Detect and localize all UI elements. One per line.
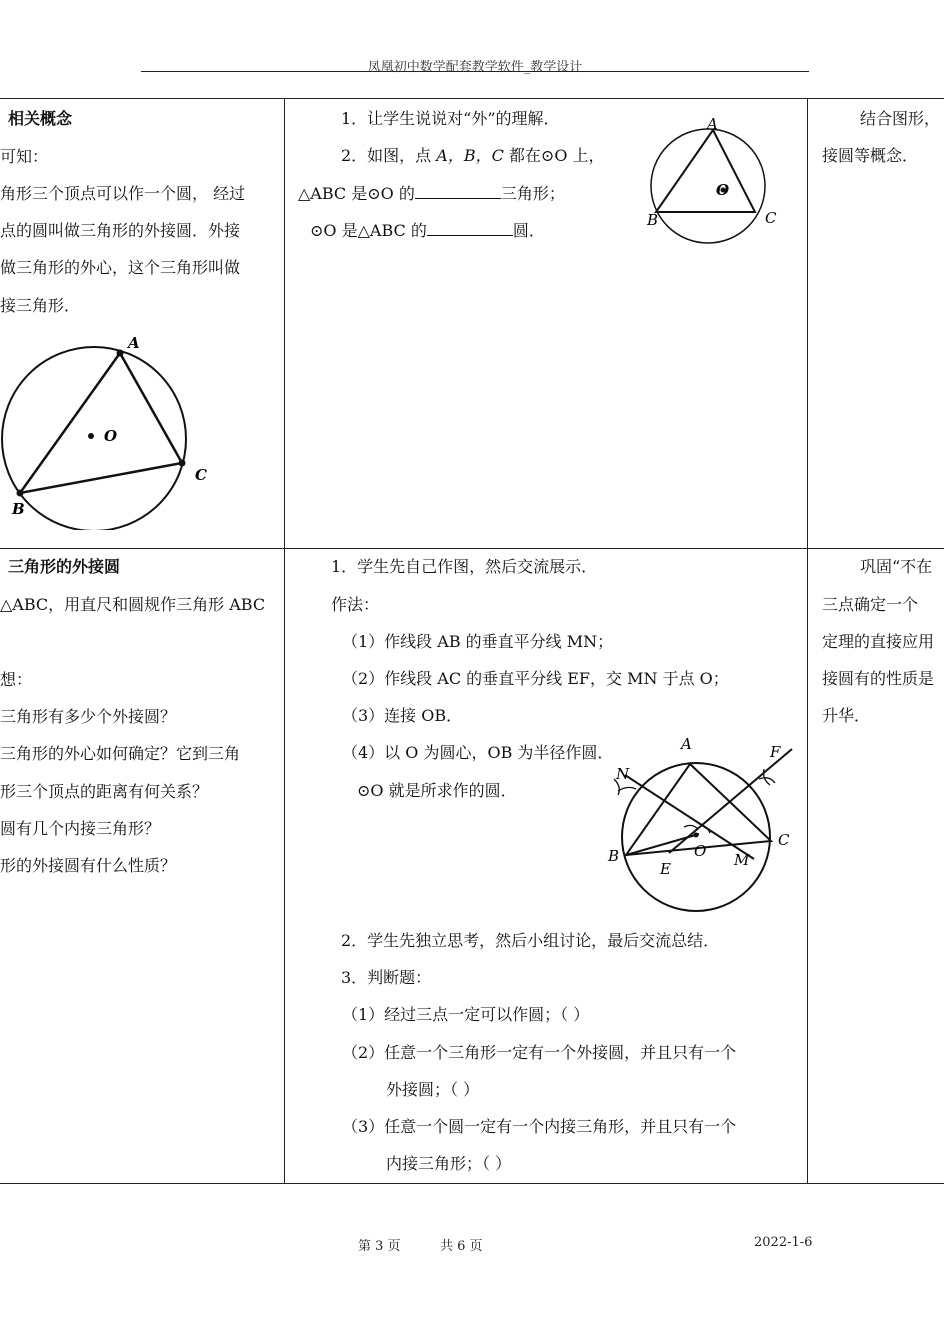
question-2-vars: A，B，C: [436, 146, 504, 165]
label-c: C: [195, 466, 207, 484]
step-4: （4）以 O 为圆心，OB 为半径作圆．: [342, 743, 614, 762]
intent-line-2: 三点确定一个: [822, 595, 919, 614]
task-line-5: 形三个顶点的距离有何关系？: [0, 782, 209, 801]
activity-line-4: 3．判断题：: [341, 968, 432, 987]
intent-line-3: 定理的直接应用: [822, 632, 935, 651]
concept-line-3: 点的圆叫做三角形的外接圆．外接: [0, 221, 241, 240]
step-5: ⊙O 就是所求作的圆．: [357, 781, 517, 800]
footer-total: 共 6 页: [440, 1239, 483, 1254]
judge-3a: （3）任意一个圆一定有一个内接三角形，并且只有一个: [342, 1117, 737, 1136]
goal-line-1: 结合图形，: [860, 109, 941, 128]
intent-line-4: 接圆有的性质是: [822, 669, 935, 688]
question-3-prefix: △ABC 是⊙O 的: [298, 184, 415, 203]
footer-date: 2022-1-6: [754, 1235, 813, 1250]
concept-line-5: 接三角形．: [0, 296, 81, 315]
label-b: B: [12, 500, 25, 518]
label-n: N: [616, 765, 630, 783]
task-line-3: 三角形有多少个外接圆？: [0, 707, 177, 726]
task-line-1: △ABC，用直尺和圆规作三角形 ABC: [0, 595, 266, 614]
label-b-2: B: [647, 211, 659, 229]
question-1: 1．让学生说说对“外”的理解．: [341, 109, 560, 128]
label-c-3: C: [778, 831, 790, 849]
construction-figure: [604, 735, 804, 915]
question-2-suffix: 都在⊙O 上，: [503, 146, 605, 165]
activity-line-3: 2．学生先独立思考，然后小组讨论，最后交流总结．: [341, 931, 720, 950]
circumcircle-figure-2: [640, 112, 790, 252]
question-4: [310, 221, 545, 241]
judge-2b: 外接圆；（ ）: [386, 1080, 480, 1099]
label-a: A: [128, 334, 140, 352]
label-o: O: [104, 427, 118, 445]
answer-blank-2[interactable]: [427, 221, 513, 236]
concept-line-2: 角形三个顶点可以作一个圆， 经过: [0, 184, 246, 203]
page-header: 凤凰初中数学配套教学软件_教学设计: [367, 60, 583, 75]
question-4-suffix: 圆．: [512, 221, 545, 240]
label-f: F: [770, 743, 781, 761]
activity-line-2: 作法：: [331, 595, 380, 614]
circumcircle-figure-1: [0, 330, 240, 530]
question-2-prefix: 2．如图，点: [341, 146, 437, 165]
judge-2a: （2）任意一个三角形一定有一个外接圆，并且只有一个: [342, 1043, 737, 1062]
table-bottom-border: [0, 1183, 944, 1184]
label-b-3: B: [608, 847, 620, 865]
question-4-prefix: ⊙O 是△ABC 的: [310, 221, 427, 240]
task-line-6: 圆有几个内接三角形？: [0, 819, 161, 838]
concept-line-1: 可知：: [0, 147, 49, 166]
goal-line-2: 接圆等概念．: [822, 146, 919, 165]
label-o-2: O: [716, 181, 730, 199]
label-m: M: [734, 851, 750, 869]
concept-line-4: 做三角形的外心，这个三角形叫做: [0, 258, 241, 277]
task-line-2: 想：: [0, 670, 33, 689]
answer-blank-1[interactable]: [415, 184, 501, 199]
step-1: （1）作线段 AB 的垂直平分线 MN；: [342, 632, 614, 651]
question-3: [298, 184, 565, 204]
question-3-suffix: 三角形；: [500, 184, 565, 203]
judge-1: （1）经过三点一定可以作圆；（ ）: [342, 1005, 590, 1024]
table-col-divider-2: [807, 98, 808, 1183]
label-c-2: C: [765, 209, 777, 227]
table-top-border: [0, 98, 944, 99]
label-o-3: O: [694, 842, 707, 860]
concept-heading: 相关概念: [8, 109, 73, 128]
task-line-7: 形的外接圆有什么性质？: [0, 856, 177, 875]
judge-3b: 内接三角形；（ ）: [386, 1154, 512, 1173]
task-line-4: 三角形的外心如何确定？它到三角: [0, 744, 241, 763]
intent-line-5: 升华．: [822, 706, 871, 725]
activity-line-1: 1．学生先自己作图，然后交流展示．: [331, 557, 598, 576]
question-2: [341, 146, 605, 166]
table-row-divider: [0, 548, 944, 549]
step-3: （3）连接 OB．: [342, 706, 463, 725]
table-col-divider-1: [284, 98, 285, 1183]
step-2: （2）作线段 AC 的垂直平分线 EF，交 MN 于点 O；: [342, 669, 729, 688]
label-a-2: A: [707, 115, 718, 133]
circumcircle-heading: 三角形的外接圆: [8, 557, 121, 576]
label-a-3: A: [681, 735, 692, 753]
header-rule: [141, 71, 809, 72]
footer-page: 第 3 页: [358, 1239, 401, 1254]
label-e: E: [660, 860, 671, 878]
intent-line-1: 巩固“不在: [860, 557, 933, 576]
